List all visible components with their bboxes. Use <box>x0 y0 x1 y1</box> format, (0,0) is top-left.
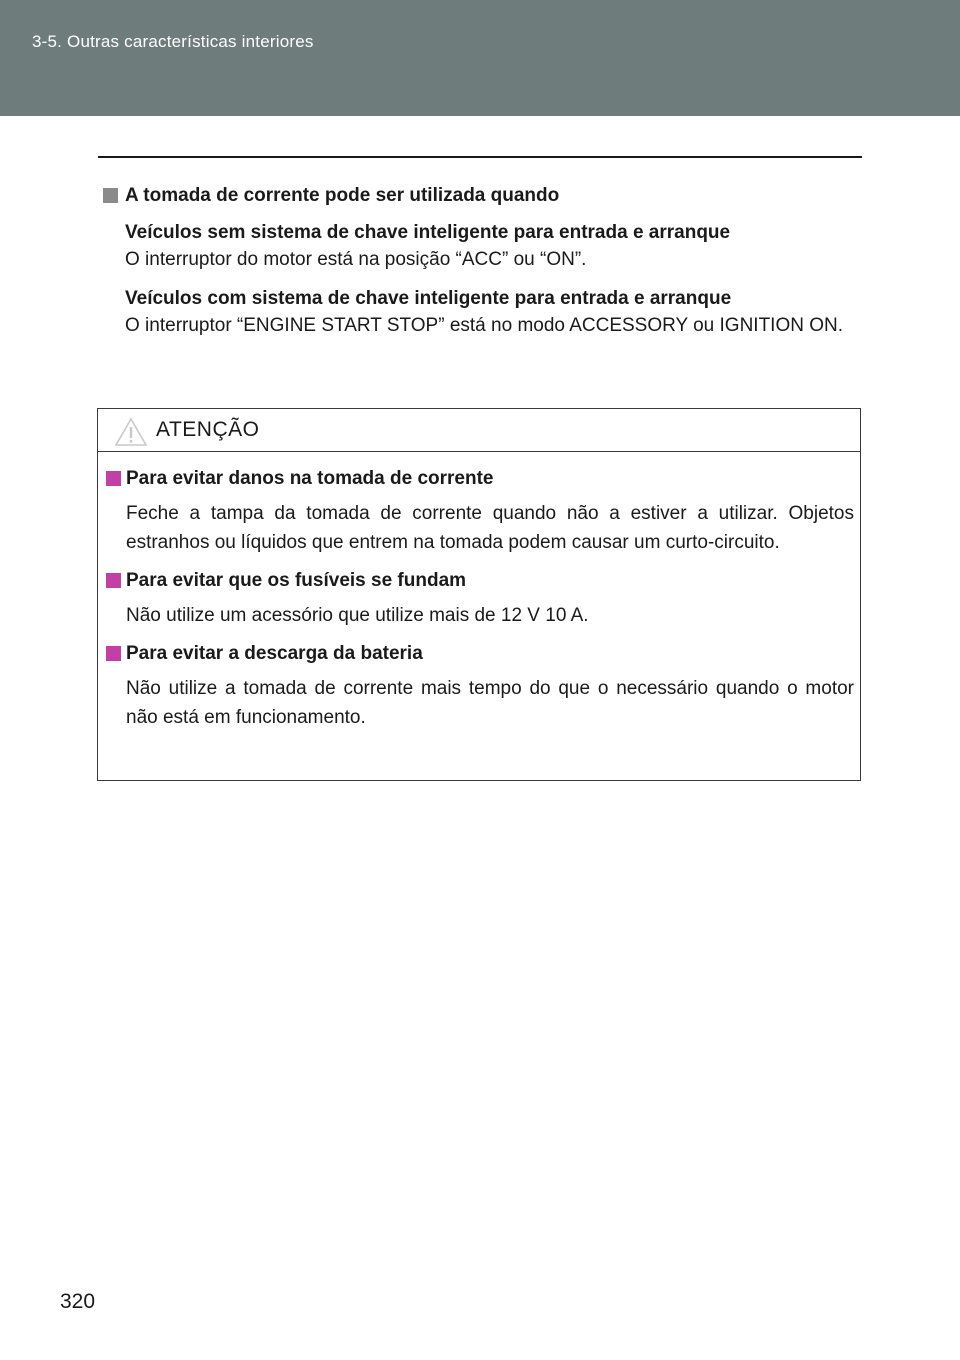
text-smart-key: O interruptor “ENGINE START STOP” está no modo ACCESSORY ou IGNITION ON. <box>125 315 844 336</box>
warning-content <box>106 467 854 732</box>
square-bullet-icon <box>106 471 121 486</box>
section-heading-text: A tomada de corrente pode ser utilizada quando <box>125 185 560 206</box>
square-bullet-icon <box>106 646 121 661</box>
warning-item-heading <box>106 569 854 593</box>
square-bullet-icon <box>106 573 121 588</box>
warning-triangle-icon <box>114 417 148 447</box>
divider <box>98 156 862 158</box>
warning-item-heading-text: Para evitar danos na tomada de corrente <box>126 468 494 489</box>
warning-title: ATENÇÃO <box>156 418 260 441</box>
subheading-smart-key: Veículos com sistema de chave inteligente para entrada e arranque <box>125 288 732 309</box>
section-title: 3-5. Outras características interiores <box>32 32 314 51</box>
warning-item-heading <box>106 642 854 666</box>
warning-item-text: Não utilize a tomada de corrente mais tempo do que o necessário quando o motor não está em funcionamento. <box>126 678 854 728</box>
section-heading <box>103 184 863 208</box>
warning-item-text: Feche a tampa da tomada de corrente quando não a estiver a utilizar. Objetos estranhos ou líquidos que entrem na tomada podem causar um curto-circuito. <box>126 503 854 553</box>
square-bullet-icon <box>103 188 118 203</box>
page-number: 320 <box>60 1290 96 1313</box>
warning-box <box>97 408 861 781</box>
warning-item-text: Não utilize um acessório que utilize mais de 12 V 10 A. <box>126 605 589 626</box>
page-header <box>0 0 960 116</box>
text-no-smart-key: O interruptor do motor está na posição “ACC” ou “ON”. <box>125 249 587 270</box>
warning-item-heading <box>106 467 854 491</box>
warning-item-heading-text: Para evitar a descarga da bateria <box>126 643 423 664</box>
warning-item-heading-text: Para evitar que os fusíveis se fundam <box>126 570 467 591</box>
usage-conditions-section <box>103 184 863 340</box>
warning-title-row <box>98 409 860 452</box>
subheading-no-smart-key: Veículos sem sistema de chave inteligente para entrada e arranque <box>125 222 731 243</box>
